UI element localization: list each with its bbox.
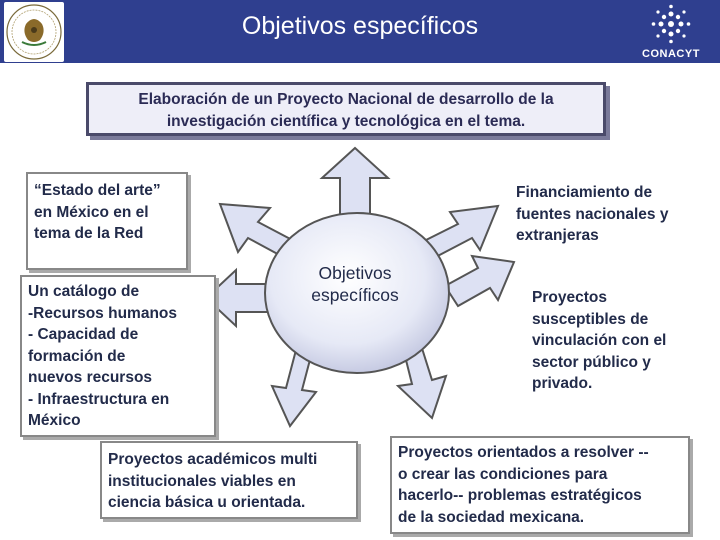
box-proyectos-academicos [100,441,358,519]
text-line: vinculación con el [532,332,667,349]
text-line: privado. [532,375,593,392]
text-line: Un catálogo de [28,283,140,300]
text-line: en México en el [34,203,149,221]
box-proyectos-orientados [390,436,690,534]
text-line: México [28,412,81,429]
text-line: hacerlo-- problemas estratégicos [398,487,642,504]
text-line: -Recursos humanos [28,304,178,322]
box-estado-del-arte [26,172,188,270]
box-financiamiento [510,178,706,250]
box-vinculacion [526,283,698,401]
text-line: o crear las condiciones para [398,465,608,483]
text-line: Proyectos académicos multi [108,451,318,468]
text-line: “Estado del arte” [34,182,161,199]
box-top-objective [86,82,606,136]
text-line: - Infraestructura en [28,390,170,408]
page-title: Objetivos específicos [241,12,479,40]
text-line: Financiamiento de [516,184,653,201]
text-line: de la sociedad mexicana. [398,508,585,526]
text-line: institucionales viables en [108,472,296,490]
text-line: - Capacidad de [28,326,139,343]
text-line: susceptibles de [532,310,649,328]
arrow-right [445,256,514,306]
text-line: formación de [28,347,126,365]
text-line: Proyectos [532,289,607,306]
text-line: nuevos recursos [28,369,153,386]
center-label-text: Objetivos específicos [311,263,399,305]
text-line: extranjeras [516,227,599,244]
conacyt-logo-text: CONACYT [642,48,700,60]
text-line: Proyectos orientados a resolver -- [398,444,649,461]
text-line: fuentes nacionales y [516,205,669,223]
box-top-text: Elaboración de un Proyecto Nacional de desarrollo de la investigación científica y tecnológica en el tema. [138,91,554,130]
center-label [285,262,425,306]
text-line: sector público y [532,353,651,371]
text-line: tema de la Red [34,225,144,242]
box-catalogo [20,275,216,437]
text-line: ciencia básica u orientada. [108,494,306,511]
